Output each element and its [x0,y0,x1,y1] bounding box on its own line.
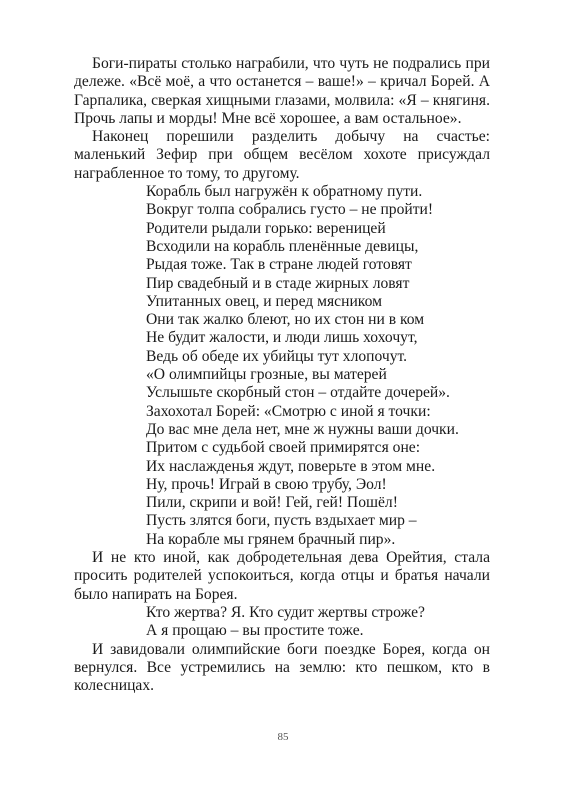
verse-block-1 [74,183,490,549]
verse-line: Их наслажденья ждут, поверьте в этом мне. [146,457,436,475]
verse-line: Кто жертва? Я. Кто судит жертвы строже? [146,603,425,621]
verse-line: Родители рыдали горько: вереницей [146,219,386,237]
verse-line: До вас мне дела нет, мне ж нужны ваши дочки. [146,420,459,438]
verse-line: «О олимпийцы грозные, вы матерей [146,366,387,384]
verse-block-2 [74,604,490,641]
verse-line: Не будит жалости, и люди лишь хохочут, [146,329,418,347]
verse-line: Всходили на корабль пленённые девицы, [146,237,419,255]
verse-line: Они так жалко блеют, но их стон ни в ком [146,311,425,329]
paragraph-4: И завидовали олимпийские боги поездке Борея, когда он вернулся. Все устремились на землю: кто пешком, кто в колесницах. [74,640,490,695]
verse-line: Корабль был нагружён к обратному пути. [146,183,423,201]
verse-line: Услышьте скорбный стон – отдайте дочерей». [146,384,450,402]
verse-line: Пусть злятся боги, пусть вздыхает мир – [146,512,417,530]
verse-line: А я прощаю – вы простите тоже. [146,622,364,640]
verse-line: Захохотал Борей: «Смотрю с иной я точки: [146,402,431,420]
verse-line: Пир свадебный и в стаде жирных ловят [146,274,410,292]
paragraph-1: Боги-пираты столько награбили, что чуть не подрались при дележе. «Всё моё, а что останется – ваше!» – кричал Борей. А Гарпалика, сверкая хищными глазами, молвила: «Я – княгиня. Прочь лапы и морды! Мне всё хорошее, а вам остальное». [74,55,490,127]
verse-line: Притом с судьбой своей примирятся оне: [146,439,421,457]
verse-line: Вокруг толпа собрались густо – не пройти! [146,201,434,219]
paragraph-2: Наконец порешили разделить добычу на счастье: маленький Зефир при общем весёлом хохоте присуждал награбленное то тому, то другому. [74,128,490,182]
paragraph-3: И не кто иной, как добродетельная дева Орейтия, стала просить родителей успокоиться, когда отцы и братья начали было напирать на Борея. [74,549,490,603]
page-number: 85 [277,731,289,743]
verse-line: На корабле мы грянем брачный пир». [146,530,396,548]
verse-line: Ну, прочь! Играй в свою трубу, Эол! [146,475,387,493]
verse-line: Рыдая тоже. Так в стране людей готовят [146,256,412,274]
text-block [74,55,490,695]
verse-line: Упитанных овец, и перед мясником [146,292,382,310]
verse-line: Ведь об обеде их убийцы тут хлопочут. [146,347,408,365]
verse-line: Пили, скрипи и вой! Гей, гей! Пошёл! [146,494,398,512]
